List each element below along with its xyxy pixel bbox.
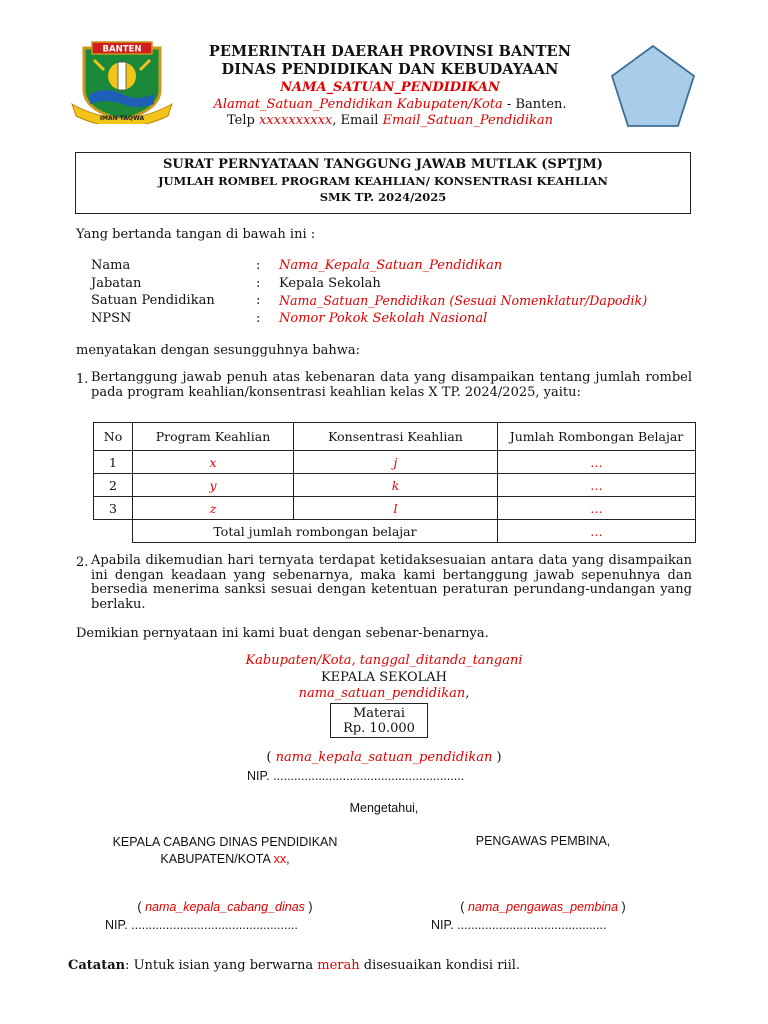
declare-text: menyatakan dengan sesungguhnya bahwa: — [76, 343, 361, 358]
total-value: … — [498, 520, 696, 543]
table-row — [94, 451, 696, 474]
identity-colon: : — [256, 310, 261, 326]
paren-close: ) — [304, 900, 313, 914]
identity-value: Nama_Kepala_Satuan_Pendidikan — [279, 258, 503, 273]
identity-value: Nama_Satuan_Pendidikan (Sesuai Nomenklatur/Dapodik) — [279, 293, 648, 308]
table-total-row — [94, 520, 696, 543]
right-sign-name-value: nama_pengawas_pembina — [467, 900, 619, 914]
svg-text:IMAN TAQWA: IMAN TAQWA — [99, 115, 145, 122]
footnote-text-1: : Untuk isian yang berwarna — [125, 958, 318, 973]
cell-konsentrasi: j — [294, 451, 498, 474]
left-role-kab: KABUPATEN/KOTA — [160, 852, 274, 866]
left-sign-role — [60, 834, 390, 868]
cell-program: z — [133, 497, 294, 520]
identity-block — [91, 258, 731, 328]
header-program: Program Keahlian — [133, 423, 294, 451]
identity-label: NPSN — [91, 310, 132, 326]
signature-school — [184, 686, 584, 701]
footnote — [68, 958, 520, 973]
footnote-text-2: disesuaikan kondisi riil. — [359, 958, 521, 973]
cell-jumlah: … — [498, 451, 696, 474]
left-role-line-1: KEPALA CABANG DINAS PENDIDIKAN — [112, 835, 338, 849]
signature-role: KEPALA SEKOLAH — [320, 670, 448, 685]
right-sign-nip: NIP. ........................................... — [431, 918, 607, 932]
table-row — [94, 497, 696, 520]
right-sign-name — [420, 900, 666, 914]
pentagon-icon — [606, 40, 700, 134]
total-label: Total jumlah rombongan belajar — [133, 520, 498, 543]
kop-address — [170, 97, 610, 112]
telp-value: xxxxxxxxxx — [258, 113, 333, 128]
stamp-line-2: Rp. 10.000 — [343, 721, 415, 736]
identity-label: Nama — [91, 258, 131, 273]
header-no: No — [94, 423, 133, 451]
cell-blank — [94, 520, 133, 543]
left-role-red: xx — [273, 852, 287, 866]
intro-text: Yang bertanda tangan di bawah ini : — [76, 227, 316, 242]
title-box — [75, 152, 691, 214]
paren-close: ) — [492, 750, 502, 765]
identity-colon: : — [256, 258, 261, 273]
email-value: Email_Satuan_Pendidikan — [382, 113, 554, 128]
cell-jumlah: … — [498, 497, 696, 520]
signature-name — [184, 750, 584, 765]
kop-line-1: PEMERINTAH DAERAH PROVINSI BANTEN — [208, 43, 572, 60]
cell-jumlah: … — [498, 474, 696, 497]
point-1-number: 1. — [76, 372, 89, 387]
identity-row — [91, 276, 731, 294]
telp-label: Telp — [226, 113, 259, 128]
point-1-text: Bertanggung jawab penuh atas kebenaran data yang disampaikan tentang jumlah rombel pada program keahlian/konsentrasi keahlian kelas X TP. 2024/2025, yaitu: — [91, 370, 692, 400]
banten-emblem-icon — [70, 40, 174, 124]
identity-value: Nomor Pokok Sekolah Nasional — [279, 310, 488, 326]
signature-school-suffix: , — [465, 686, 470, 701]
pentagon-logo-placeholder — [606, 40, 700, 134]
paren-open: ( — [137, 900, 146, 914]
identity-row — [91, 293, 731, 311]
cell-no: 2 — [94, 474, 133, 497]
right-sign-role: PENGAWAS PEMBINA, — [475, 834, 611, 848]
footnote-red-word: merah — [317, 958, 360, 973]
paren-open: ( — [460, 900, 468, 914]
identity-colon: : — [256, 293, 261, 308]
table-header-row — [94, 423, 696, 451]
title-line-3: SMK TP. 2024/2025 — [319, 190, 447, 204]
kop-logo — [70, 40, 174, 124]
left-sign-nip: NIP. ................................................ — [105, 918, 298, 932]
paren-open: ( — [266, 750, 276, 765]
title-line-2: JUMLAH ROMBEL PROGRAM KEAHLIAN/ KONSENTRASI KEAHLIAN — [158, 174, 608, 188]
address-value: Alamat_Satuan_Pendidikan Kabupaten/Kota — [213, 97, 503, 112]
paren-close: ) — [618, 900, 626, 914]
point-2-number: 2. — [76, 555, 89, 570]
place-date: Kabupaten/Kota, tanggal_ditanda_tangani — [245, 653, 523, 668]
identity-value: Kepala Sekolah — [279, 275, 381, 291]
cell-program: y — [133, 474, 294, 497]
rombel-table — [93, 422, 696, 543]
acknowledge-text: Mengetahui, — [349, 801, 419, 815]
table-row — [94, 474, 696, 497]
title-line-1: SURAT PERNYATAAN TANGGUNG JAWAB MUTLAK (SPTJM) — [163, 157, 603, 172]
header-jumlah: Jumlah Rombongan Belajar — [498, 423, 696, 451]
identity-label: Satuan Pendidikan — [91, 293, 215, 308]
closing-text: Demikian pernyataan ini kami buat dengan sebenar-benarnya. — [76, 626, 489, 641]
kop-contact — [170, 113, 610, 128]
identity-label: Jabatan — [91, 275, 142, 291]
identity-row — [91, 258, 731, 276]
signature-nip: NIP. ....................................................... — [247, 769, 465, 783]
left-sign-name — [60, 900, 390, 914]
stamp-line-1: Materai — [352, 706, 406, 721]
address-suffix: - Banten. — [502, 97, 567, 112]
cell-konsentrasi: l — [294, 497, 498, 520]
materai-stamp-box — [330, 703, 428, 738]
email-label: , Email — [332, 113, 383, 128]
kop-line-2: DINAS PENDIDIKAN DAN KEBUDAYAAN — [221, 61, 559, 78]
cell-konsentrasi: k — [294, 474, 498, 497]
header-konsentrasi: Konsentrasi Keahlian — [294, 423, 498, 451]
cell-program: x — [133, 451, 294, 474]
identity-row — [91, 311, 731, 329]
kop-school-name: NAMA_SATUAN_PENDIDIKAN — [280, 80, 500, 95]
left-sign-name-value: nama_kepala_cabang_dinas — [145, 900, 305, 914]
identity-colon: : — [256, 275, 261, 291]
cell-no: 3 — [94, 497, 133, 520]
svg-text:BANTEN: BANTEN — [102, 44, 142, 55]
signature-school-name: nama_satuan_pendidikan — [298, 686, 466, 701]
left-role-suffix: , — [286, 852, 290, 866]
point-2-text: Apabila dikemudian hari ternyata terdapat ketidaksesuaian antara data yang disampaikan ini dengan keadaan yang sebenarnya, maka kami bertanggung jawab sepenuhnya dan bersedia menerima sanksi sesuai dengan ketentuan peraturan perundang-undangan yang berlaku. — [91, 553, 692, 612]
cell-no: 1 — [94, 451, 133, 474]
footnote-label: Catatan — [68, 958, 126, 973]
signature-name-value: nama_kepala_satuan_pendidikan — [275, 750, 493, 765]
left-role-line-2 — [60, 851, 390, 868]
